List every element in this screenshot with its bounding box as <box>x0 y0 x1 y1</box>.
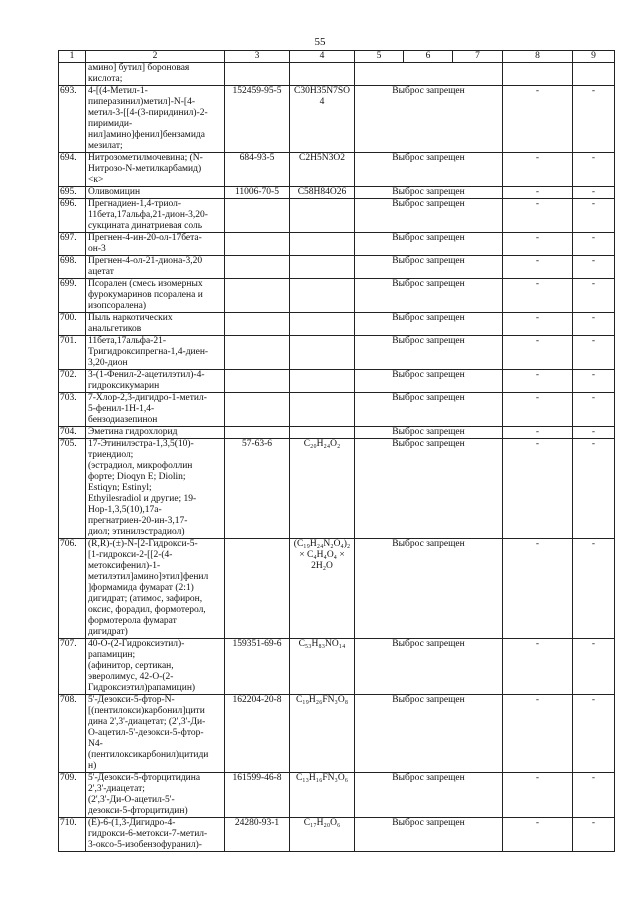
substance-name-line: Гидроксиэтил)рапамицин) <box>88 683 196 693</box>
substance-name-line: дигидрат; (атимос, зафирон, <box>88 594 203 604</box>
substance-name-line: пиперазинил)метил]-N-[4- <box>88 97 195 107</box>
row-number: 710. <box>59 818 86 852</box>
cas-number <box>225 63 290 86</box>
row-number: 705. <box>59 439 86 539</box>
substance-name-line: дина 2',3'-диацетат; (2',3'-Ди- <box>88 717 206 727</box>
emission-status: Выброс запрещен <box>355 639 503 695</box>
emission-status: Выброс запрещен <box>355 187 503 199</box>
table-row <box>59 539 615 639</box>
cas-number <box>225 313 290 336</box>
substance-name-line: 4-[(4-Метил-1- <box>88 86 148 96</box>
substance-name-line: (пентилоксикарбонил)цитиди <box>88 750 209 760</box>
row-number <box>59 63 86 86</box>
cas-number <box>225 336 290 370</box>
substance-name <box>86 279 225 313</box>
substance-name <box>86 639 225 695</box>
row-number: 701. <box>59 336 86 370</box>
substance-name-line: Estiqyn; Estinyl; <box>88 483 152 493</box>
cas-number <box>225 370 290 393</box>
substance-name-line: Нитрозо-N-метилкарбамид) <box>88 164 202 174</box>
col-8-value: - <box>503 279 573 313</box>
substance-name-line: бензодиазепинон <box>88 415 158 425</box>
chemical-formula <box>290 427 355 439</box>
chemical-formula: C58H84O26 <box>290 187 355 199</box>
table-row <box>59 187 615 199</box>
substance-name-line: гидроксикумарин <box>88 381 160 391</box>
table-row <box>59 773 615 818</box>
substance-name-line: N4- <box>88 739 103 749</box>
col-8-value: - <box>503 393 573 427</box>
substance-name-line: <к> <box>88 175 104 185</box>
substance-name-line: фурокумаринов псоралена и <box>88 290 203 300</box>
cas-number: 684-93-5 <box>225 153 290 187</box>
header-col-7: 7 <box>453 51 503 63</box>
table-row <box>59 86 615 153</box>
substance-name-line: сукцината динатриевая соль <box>88 221 203 231</box>
row-number: 702. <box>59 370 86 393</box>
col-9-value: - <box>573 773 615 818</box>
emission-status: Выброс запрещен <box>355 86 503 153</box>
substance-name <box>86 393 225 427</box>
col-8-value: - <box>503 539 573 639</box>
substance-name-line: Псорален (смесь изомерных <box>88 279 203 289</box>
substance-name-line: прегнатриен-20-ин-3,17- <box>88 516 188 526</box>
row-number: 698. <box>59 256 86 279</box>
substance-name <box>86 370 225 393</box>
table-row <box>59 279 615 313</box>
substance-name <box>86 187 225 199</box>
substance-name <box>86 427 225 439</box>
document-sheet <box>58 50 615 852</box>
substance-name-line: 5'-Дезокси-5-фторцитидина <box>88 773 201 783</box>
substance-name-line: метоксифенил)-1- <box>88 561 161 571</box>
substance-name-line: мезилат; <box>88 141 123 151</box>
row-number: 693. <box>59 86 86 153</box>
row-number: 695. <box>59 187 86 199</box>
col-8-value: - <box>503 233 573 256</box>
substance-name-line: [(пентилокси)карбонил]цити <box>88 706 205 716</box>
chemical-formula <box>290 279 355 313</box>
emission-status <box>355 63 503 86</box>
cas-number: 11006-70-5 <box>225 187 290 199</box>
substance-name-line: пиримиди- <box>88 119 133 129</box>
chemical-formula <box>290 370 355 393</box>
emission-status: Выброс запрещен <box>355 773 503 818</box>
col-8-value: - <box>503 336 573 370</box>
substance-name <box>86 539 225 639</box>
col-8-value: - <box>503 86 573 153</box>
emission-status: Выброс запрещен <box>355 818 503 852</box>
substance-name <box>86 256 225 279</box>
col-8-value: - <box>503 773 573 818</box>
substance-name-line: анальгетиков <box>88 324 142 334</box>
substance-name-line: гидрокси-6-метокси-7-метил- <box>88 829 208 839</box>
col-8-value: - <box>503 187 573 199</box>
substance-name-line: он-3 <box>88 244 106 254</box>
col-9-value: - <box>573 539 615 639</box>
chemical-formula: C30H35N7SO 4 <box>290 86 355 153</box>
header-row <box>59 51 615 63</box>
substance-name-line: Прегнен-4-ин-20-ол-17бета- <box>88 233 202 243</box>
emission-status: Выброс запрещен <box>355 539 503 639</box>
chemical-formula: C₁₉H₂₆FN₃O₈ <box>290 695 355 773</box>
substance-name-line: (эстрадиол, микрофоллин <box>88 461 193 471</box>
col-8-value: - <box>503 427 573 439</box>
substance-name-line: Пыль наркотических <box>88 313 173 323</box>
col-8-value: - <box>503 639 573 695</box>
table-row <box>59 427 615 439</box>
substance-name <box>86 233 225 256</box>
col-8-value: - <box>503 439 573 539</box>
col-8-value: - <box>503 199 573 233</box>
substance-name-line: 11бета,17альфа,21-дион-3,20- <box>88 210 208 220</box>
substance-name-line: диол; этинилэстрадиол) <box>88 527 185 537</box>
substance-name <box>86 86 225 153</box>
substance-name-line: метилэтил]амино]этил]фенил <box>88 572 209 582</box>
substance-name-line: Нитрозометилмочевина; (N- <box>88 153 203 163</box>
substance-name <box>86 153 225 187</box>
cas-number: 162204-20-8 <box>225 695 290 773</box>
row-number: 696. <box>59 199 86 233</box>
substance-name-line: формотерола фумарат <box>88 616 177 626</box>
chemical-formula <box>290 313 355 336</box>
substance-name-line: дигидрат) <box>88 627 128 637</box>
cas-number: 57-63-6 <box>225 439 290 539</box>
substance-name-line: 2',3'-диацетат; <box>88 784 145 794</box>
substance-name <box>86 63 225 86</box>
substance-name-line: дезокси-5-фторцитидин) <box>88 806 188 816</box>
chemical-formula <box>290 233 355 256</box>
col-9-value: - <box>573 256 615 279</box>
substance-name-line: 5-фенил-1Н-1,4- <box>88 404 155 414</box>
chemical-formula <box>290 256 355 279</box>
col-8-value: - <box>503 256 573 279</box>
emission-status: Выброс запрещен <box>355 427 503 439</box>
substance-name-line: 3,20-дион <box>88 358 128 368</box>
row-number: 708. <box>59 695 86 773</box>
substance-name-line: рапамицин; <box>88 650 136 660</box>
col-8-value: - <box>503 153 573 187</box>
cas-number: 24280-93-1 <box>225 818 290 852</box>
header-col-1: 1 <box>59 51 86 63</box>
substance-name-line: Нор-1,3,5(10),17а- <box>88 505 162 515</box>
cas-number <box>225 427 290 439</box>
header-col-2: 2 <box>86 51 225 63</box>
substance-name-line: 40-О-(2-Гидроксиэтил)- <box>88 639 185 649</box>
substance-name-line: 3-(1-Фенил-2-ацетилэтил)-4- <box>88 370 205 380</box>
row-number: 694. <box>59 153 86 187</box>
col-9-value: - <box>573 695 615 773</box>
table-row <box>59 639 615 695</box>
substance-name-line: эверолимус, 42-О-(2- <box>88 672 174 682</box>
substance-name-line: О-ацетил-5'-дезокси-5-фтор- <box>88 728 204 738</box>
col-9-value: - <box>573 393 615 427</box>
row-number: 704. <box>59 427 86 439</box>
substance-name <box>86 313 225 336</box>
cas-number: 159351-69-6 <box>225 639 290 695</box>
col-9-value: - <box>573 153 615 187</box>
substance-name-line: (афинитор, сертикан, <box>88 661 174 671</box>
header-col-5: 5 <box>355 51 404 63</box>
chemical-formula: C₁₃H₁₆FN₃O₆ <box>290 773 355 818</box>
col-9-value: - <box>573 427 615 439</box>
header-col-3: 3 <box>225 51 290 63</box>
table-row <box>59 370 615 393</box>
emission-status: Выброс запрещен <box>355 695 503 773</box>
col-9-value: - <box>573 313 615 336</box>
substance-name <box>86 818 225 852</box>
substance-name <box>86 695 225 773</box>
substance-name <box>86 773 225 818</box>
col-9-value: - <box>573 86 615 153</box>
chemical-formula: (C₁₉H₂₄N₂O₄)₂ × C₄H₄O₄ × 2H₂O <box>290 539 355 639</box>
chemical-formula <box>290 336 355 370</box>
chemical-formula: C₁₇H₂₀O₆ <box>290 818 355 852</box>
row-number: 707. <box>59 639 86 695</box>
substance-name-line: н) <box>88 761 97 771</box>
chemical-formula <box>290 199 355 233</box>
col-9-value: - <box>573 336 615 370</box>
emission-status: Выброс запрещен <box>355 256 503 279</box>
header-col-4: 4 <box>290 51 355 63</box>
substance-name <box>86 336 225 370</box>
col-9-value: - <box>573 199 615 233</box>
cas-number <box>225 279 290 313</box>
chemical-formula <box>290 393 355 427</box>
substance-name-line: триендиол; <box>88 450 134 460</box>
table-row <box>59 818 615 852</box>
substance-name-line: 17-Этинилэстра-1,3,5(10)- <box>88 439 194 449</box>
substance-name-line: (2',3'-Ди-О-ацетил-5'- <box>88 795 175 805</box>
substance-name-line: Оливомицин <box>88 187 141 197</box>
cas-number <box>225 539 290 639</box>
substances-table <box>58 50 615 852</box>
table-row <box>59 313 615 336</box>
emission-status: Выброс запрещен <box>355 336 503 370</box>
substance-name-line: ]формамида фумарат (2:1) <box>88 583 194 593</box>
substance-name-line: Ethyilesradiol и другие; 19- <box>88 494 197 504</box>
substance-name-line: метил-3-[[4-(3-пиридинил)-2- <box>88 108 208 118</box>
substance-name-line: 11бета,17альфа-21- <box>88 336 167 346</box>
emission-status: Выброс запрещен <box>355 279 503 313</box>
row-number: 709. <box>59 773 86 818</box>
row-number: 697. <box>59 233 86 256</box>
col-8-value: - <box>503 370 573 393</box>
emission-status: Выброс запрещен <box>355 199 503 233</box>
substance-name-line: (R,R)-(±)-N-[2-Гидрокси-5- <box>88 539 198 549</box>
cas-number <box>225 256 290 279</box>
col-8-value: - <box>503 818 573 852</box>
substance-name-line: Прегнен-4-ол-21-диона-3,20 <box>88 256 203 266</box>
table-row <box>59 393 615 427</box>
col-9-value: - <box>573 279 615 313</box>
table-row <box>59 256 615 279</box>
row-number: 703. <box>59 393 86 427</box>
col-9-value: - <box>573 818 615 852</box>
cas-number: 161599-46-8 <box>225 773 290 818</box>
substance-name-line: амино] бутил] бороновая <box>88 63 190 73</box>
table-row <box>59 336 615 370</box>
chemical-formula: C2H5N3O2 <box>290 153 355 187</box>
row-number: 699. <box>59 279 86 313</box>
table-row <box>59 695 615 773</box>
emission-status: Выброс запрещен <box>355 153 503 187</box>
cas-number: 152459-95-5 <box>225 86 290 153</box>
substance-name-line: изопсоралена) <box>88 301 147 311</box>
col-9-value: - <box>573 187 615 199</box>
row-number: 706. <box>59 539 86 639</box>
table-body <box>59 63 615 852</box>
chemical-formula <box>290 63 355 86</box>
substance-name-line: (Е)-6-(1,3-Дигидро-4- <box>88 818 176 828</box>
substance-name-line: 3-оксо-5-изобензофуранил)- <box>88 840 202 850</box>
col-9-value: - <box>573 639 615 695</box>
col-8-value: - <box>503 695 573 773</box>
substance-name <box>86 439 225 539</box>
col-9-value <box>573 63 615 86</box>
substance-name-line: ацетат <box>88 267 114 277</box>
emission-status: Выброс запрещен <box>355 439 503 539</box>
row-number: 700. <box>59 313 86 336</box>
col-8-value: - <box>503 313 573 336</box>
table-row <box>59 63 615 86</box>
page-number: 55 <box>314 36 326 48</box>
cas-number <box>225 199 290 233</box>
table-row <box>59 439 615 539</box>
header-col-6: 6 <box>404 51 453 63</box>
cas-number <box>225 233 290 256</box>
chemical-formula: C₂₀H₂₄O₂ <box>290 439 355 539</box>
emission-status: Выброс запрещен <box>355 370 503 393</box>
header-col-8: 8 <box>503 51 573 63</box>
substance-name <box>86 199 225 233</box>
emission-status: Выброс запрещен <box>355 393 503 427</box>
substance-name-line: Тригидроксипрегна-1,4-диен- <box>88 347 209 357</box>
emission-status: Выброс запрещен <box>355 233 503 256</box>
chemical-formula: C₅₃H₈₃NO₁₄ <box>290 639 355 695</box>
table-row <box>59 233 615 256</box>
substance-name-line: оксис, форадил, формотерол, <box>88 605 206 615</box>
substance-name-line: нил]амино]фенил]бензамида <box>88 130 205 140</box>
table-row <box>59 153 615 187</box>
header-col-9: 9 <box>573 51 615 63</box>
substance-name-line: [1-гидрокси-2-[[2-(4- <box>88 550 173 560</box>
emission-status: Выброс запрещен <box>355 313 503 336</box>
col-9-value: - <box>573 233 615 256</box>
substance-name-line: 7-Хлор-2,3-дигидро-1-метил- <box>88 393 207 403</box>
substance-name-line: 5'-Дезокси-5-фтор-N- <box>88 695 175 705</box>
col-8-value <box>503 63 573 86</box>
col-9-value: - <box>573 439 615 539</box>
table-row <box>59 199 615 233</box>
cas-number <box>225 393 290 427</box>
substance-name-line: кислота; <box>88 74 123 84</box>
col-9-value: - <box>573 370 615 393</box>
substance-name-line: Прегнадиен-1,4-триол- <box>88 199 182 209</box>
substance-name-line: Эметина гидрохлорид <box>88 427 178 437</box>
substance-name-line: форте; Dioqyn E; Diolin; <box>88 472 186 482</box>
